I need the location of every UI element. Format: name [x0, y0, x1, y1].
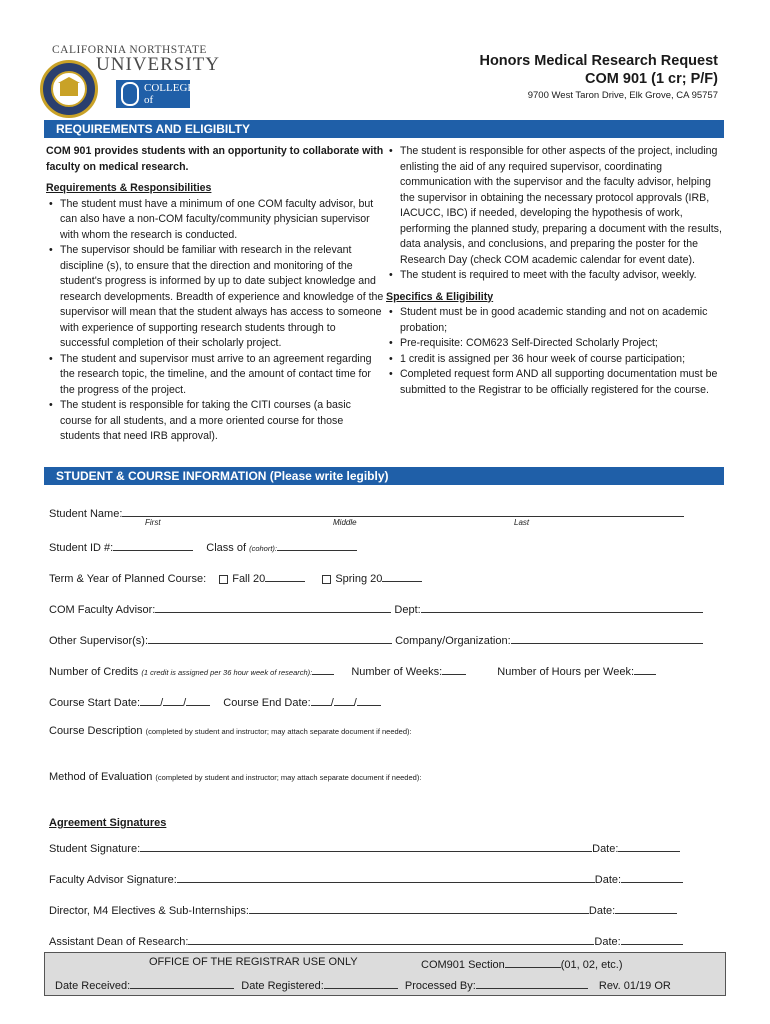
faculty-advisor-field[interactable] [155, 601, 391, 613]
description-row: Course Description (completed by student and instructor; may attach separate document if needed): [49, 725, 412, 737]
section-row: COM901 Section (01, 02, etc.) [421, 956, 623, 971]
registrar-box [44, 952, 726, 996]
director-signature-row: Director, M4 Electives & Sub-Internships: Date: [49, 902, 677, 917]
list-item: • Pre-requisite: COM623 Self-Directed Scholarly Project; [386, 336, 722, 352]
course-code: COM 901 (1 cr; P/F) [585, 71, 718, 87]
last-label: Last [514, 518, 530, 527]
faculty-signature-row: Faculty Advisor Signature: Date: [49, 871, 683, 886]
start-year-field[interactable] [186, 694, 210, 706]
spring-year-field[interactable] [382, 570, 422, 582]
fall-checkbox[interactable] [219, 575, 228, 584]
list-item: • The student must have a minimum of one COM faculty advisor, but can also have a non-COM faculty/community physician supervisor with whom the research is conducted. [46, 197, 384, 244]
registrar-row: Date Received: Date Registered: Processed By: Rev. 01/19 OR [55, 977, 671, 992]
student-signature-row: Student Signature: Date: [49, 840, 680, 855]
student-info-heading: STUDENT & COURSE INFORMATION (Please write legibly) [44, 467, 724, 485]
registrar-office-label: OFFICE OF THE REGISTRAR USE ONLY [149, 956, 358, 968]
start-month-field[interactable] [140, 694, 160, 706]
list-item: • Completed request form AND all supporting documentation must be submitted to the Registrar to be officially registered for the course. [386, 367, 722, 398]
end-day-field[interactable] [334, 694, 354, 706]
specifics-subheading: Specifics & Eligibility [386, 290, 494, 303]
section-field[interactable] [505, 956, 561, 968]
list-item: • The student is responsible for other aspects of the project, including enlisting the aid of any required supervisor, coordinating communication with the supervisor and the faculty advisor, helping the supervisor in obtaining the necessary protocol approvals (IRB, IACUCC, IBC) if needed, developing the hypothesis of work, performing the planned study, preparing a document with the results, data analysis, and conclusions, and preparing the poster for the Research Day (check COM academic calendar for event date). [386, 144, 722, 268]
fall-year-field[interactable] [265, 570, 305, 582]
director-date-field[interactable] [615, 902, 677, 914]
faculty-signature-field[interactable] [177, 871, 595, 883]
list-item: • 1 credit is assigned per 36 hour week of course participation; [386, 352, 722, 368]
student-date-field[interactable] [618, 840, 680, 852]
logo-line2: UNIVERSITY [96, 54, 220, 75]
responsibilities-list [386, 144, 722, 284]
form-title-block [479, 52, 718, 88]
end-year-field[interactable] [357, 694, 381, 706]
date-registered-field[interactable] [324, 977, 398, 989]
dates-row: Course Start Date: / / Course End Date: / / [49, 694, 381, 709]
other-supervisor-row: Other Supervisor(s): Company/Organization: [49, 632, 703, 647]
evaluation-row: Method of Evaluation (completed by student and instructor; may attach separate document if needed): [49, 771, 422, 783]
student-id-row: Student ID #: Class of (cohort): [49, 539, 357, 554]
faculty-advisor-row: COM Faculty Advisor: Dept: [49, 601, 703, 616]
student-name-row: Student Name: [49, 505, 684, 520]
college-of-medicine-badge: COLLEGE of MEDICINE [116, 80, 190, 108]
logo-line1: CALIFORNIA NORTHSTATE [52, 44, 207, 56]
university-logo [38, 44, 220, 118]
date-received-field[interactable] [130, 977, 234, 989]
credits-row: Number of Credits (1 credit is assigned per 36 hour week of research): Number of Weeks: Number of Hours per Week: [49, 663, 656, 678]
revision-label: Rev. 01/19 OR [598, 980, 671, 992]
middle-label: Middle [333, 518, 357, 527]
university-seal-icon [40, 60, 98, 118]
student-name-field[interactable] [122, 505, 684, 517]
hours-field[interactable] [634, 663, 656, 675]
faculty-date-field[interactable] [621, 871, 683, 883]
director-signature-field[interactable] [249, 902, 589, 914]
intro-text: COM 901 provides students with an opportunity to collaborate with faculty on medical research. [46, 145, 384, 173]
address: 9700 West Taron Drive, Elk Grove, CA 95757 [527, 90, 718, 101]
student-id-field[interactable] [113, 539, 193, 551]
spring-checkbox[interactable] [322, 575, 331, 584]
class-of-field[interactable] [277, 539, 357, 551]
dean-date-field[interactable] [621, 933, 683, 945]
requirements-subheading: Requirements & Responsibilities [46, 182, 212, 194]
list-item: • The supervisor should be familiar with research in the relevant discipline (s), to ensure that the direction and monitoring of the student's progress is informed by up to date subject knowledge and research developments. Breadth of experience and knowledge of the supervisor will mean that the student always has access to someone with experience of supporting research students through to successful completion of their scholarly project. [46, 243, 384, 352]
caduceus-icon [121, 82, 139, 106]
weeks-field[interactable] [442, 663, 466, 675]
signatures-heading: Agreement Signatures [49, 817, 167, 829]
credits-field[interactable] [312, 663, 334, 675]
form-title: Honors Medical Research Request [479, 53, 718, 69]
end-month-field[interactable] [311, 694, 331, 706]
term-row: Term & Year of Planned Course: Fall 20 Spring 20 [49, 570, 422, 585]
other-supervisor-field[interactable] [148, 632, 392, 644]
dept-field[interactable] [421, 601, 703, 613]
list-item: • Student must be in good academic standing and not on academic probation; [386, 305, 722, 336]
list-item: • The student and supervisor must arrive to an agreement regarding the research topic, the timeline, and the amount of contact time for the progress of the project. [46, 352, 384, 399]
dean-signature-row: Assistant Dean of Research: Date: [49, 933, 683, 948]
start-day-field[interactable] [163, 694, 183, 706]
company-field[interactable] [511, 632, 703, 644]
requirements-heading: REQUIREMENTS AND ELIGIBILTY [44, 120, 724, 138]
processed-by-field[interactable] [476, 977, 588, 989]
requirements-list [46, 197, 384, 445]
list-item: • The student is required to meet with the faculty advisor, weekly. [386, 268, 722, 284]
student-signature-field[interactable] [140, 840, 592, 852]
first-label: First [145, 518, 161, 527]
list-item: • The student is responsible for taking the CITI courses (a basic course for all students, and a more oriented course for those students that need IRB approval). [46, 398, 384, 445]
requirements-right-column [386, 144, 722, 398]
specifics-list [386, 305, 722, 398]
requirements-left-column [46, 144, 384, 445]
dean-signature-field[interactable] [188, 933, 594, 945]
